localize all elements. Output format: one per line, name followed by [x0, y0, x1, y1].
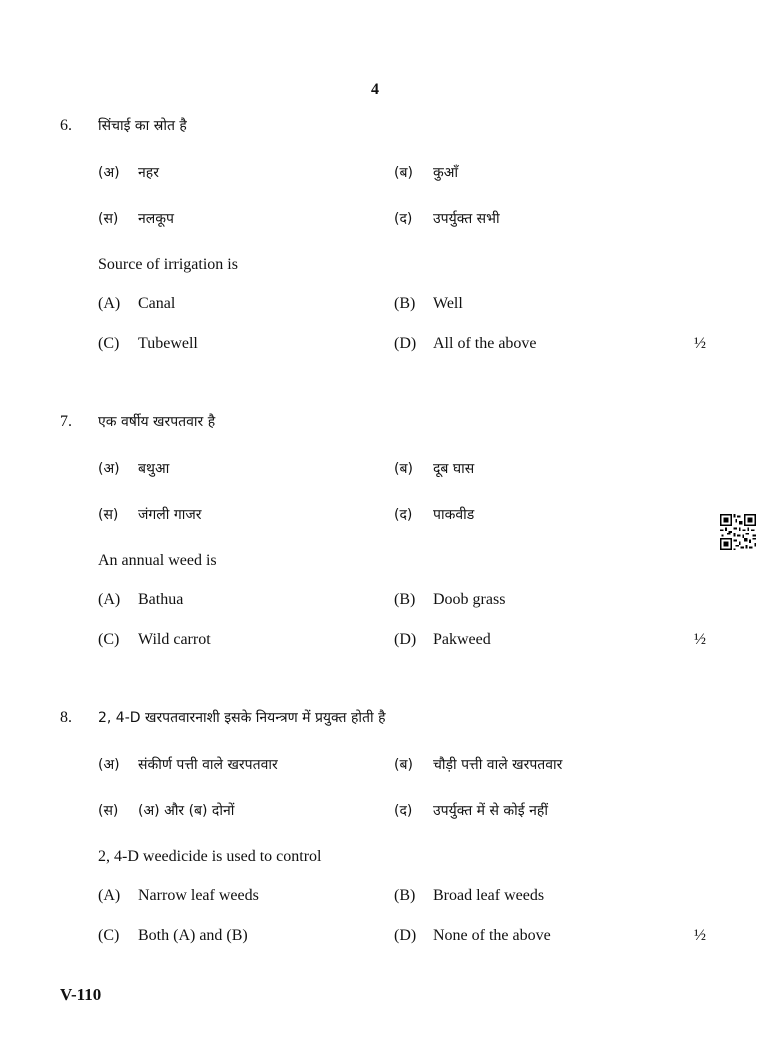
marks: ½ [694, 631, 706, 648]
option-text-hindi: जंगली गाजर [138, 507, 202, 523]
question-text-hindi: 2, 4-D खरपतवारनाशी इसके नियन्त्रण में प्रयुक्त होती है [98, 710, 386, 726]
option-label-hindi: (अ) [98, 461, 120, 477]
page-number: 4 [371, 81, 379, 98]
option-text-english: Well [433, 295, 463, 312]
option-text-english: Bathua [138, 591, 184, 608]
question-text-english: Source of irrigation is [98, 256, 238, 273]
question-text-hindi: सिंचाई का स्रोत है [98, 118, 187, 134]
option-text-hindi: बथुआ [138, 461, 170, 477]
option-text-english: None of the above [433, 927, 551, 944]
footer-code: V-110 [60, 985, 102, 1004]
option-label-english: (A) [98, 295, 121, 312]
option-text-english: Both (A) and (B) [138, 927, 248, 944]
option-label-english: (B) [394, 295, 416, 312]
option-label-english: (D) [394, 335, 417, 352]
option-label-english: (D) [394, 927, 417, 944]
question-text-hindi: एक वर्षीय खरपतवार है [98, 414, 216, 430]
option-label-hindi: (ब) [394, 757, 413, 773]
question-number: 8. [60, 709, 72, 726]
option-label-english: (B) [394, 887, 416, 904]
option-text-hindi: चौड़ी पत्ती वाले खरपतवार [433, 757, 563, 773]
option-label-hindi: (द) [394, 211, 413, 227]
option-text-hindi: संकीर्ण पत्ती वाले खरपतवार [138, 757, 278, 773]
option-label-english: (A) [98, 887, 121, 904]
option-text-english: Wild carrot [138, 631, 211, 648]
option-text-hindi: दूब घास [433, 461, 475, 477]
option-label-english: (D) [394, 631, 417, 648]
option-label-hindi: (स) [98, 507, 119, 523]
option-text-english: Pakweed [433, 631, 491, 648]
option-label-english: (A) [98, 591, 121, 608]
option-text-hindi: (अ) और (ब) दोनों [138, 803, 235, 819]
option-label-hindi: (अ) [98, 165, 120, 181]
marks: ½ [694, 335, 706, 352]
marks: ½ [694, 927, 706, 944]
question-number: 6. [60, 117, 72, 134]
question-number: 7. [60, 413, 72, 430]
option-label-hindi: (ब) [394, 461, 413, 477]
option-text-english: Narrow leaf weeds [138, 887, 259, 904]
option-text-hindi: कुआँ [433, 165, 459, 181]
question-text-english: 2, 4-D weedicide is used to control [98, 848, 322, 865]
option-label-hindi: (स) [98, 803, 119, 819]
question-text-english: An annual weed is [98, 552, 217, 569]
option-text-english: All of the above [433, 335, 537, 352]
option-label-english: (C) [98, 335, 120, 352]
option-text-english: Canal [138, 295, 176, 312]
option-label-hindi: (अ) [98, 757, 120, 773]
option-label-hindi: (द) [394, 507, 413, 523]
option-label-hindi: (द) [394, 803, 413, 819]
option-label-english: (C) [98, 927, 120, 944]
option-label-hindi: (ब) [394, 165, 413, 181]
option-text-hindi: उपर्युक्त सभी [433, 211, 500, 227]
option-text-english: Broad leaf weeds [433, 887, 545, 904]
option-text-hindi: पाकवीड [433, 507, 475, 523]
option-text-hindi: नलकूप [138, 211, 174, 227]
option-text-english: Tubewell [138, 335, 198, 352]
qr-code-icon [720, 514, 756, 550]
option-text-hindi: उपर्युक्त में से कोई नहीं [433, 803, 548, 819]
option-text-english: Doob grass [433, 591, 506, 608]
option-label-english: (C) [98, 631, 120, 648]
option-label-hindi: (स) [98, 211, 119, 227]
option-label-english: (B) [394, 591, 416, 608]
option-text-hindi: नहर [138, 165, 159, 181]
